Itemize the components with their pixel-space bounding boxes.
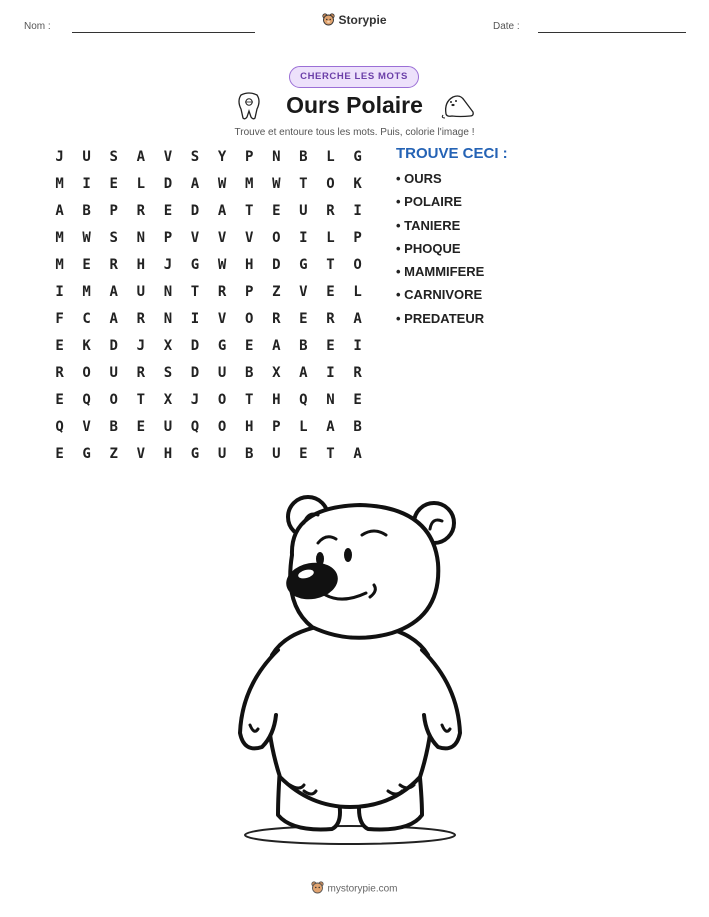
grid-letter[interactable]: R — [272, 311, 281, 327]
grid-letter[interactable]: R — [109, 257, 118, 273]
grid-letter[interactable]: P — [353, 230, 362, 246]
grid-letter[interactable]: G — [353, 149, 362, 165]
grid-letter[interactable]: V — [217, 230, 227, 246]
grid-letter[interactable]: Z — [272, 284, 281, 300]
grid-letter[interactable]: E — [272, 203, 281, 219]
word-list-title: TROUVE CECI : — [396, 145, 508, 162]
grid-letter[interactable]: P — [163, 230, 173, 246]
word-list-item: • TANIERE — [396, 217, 461, 233]
grid-letter[interactable]: A — [353, 446, 362, 462]
grid-letter[interactable]: U — [217, 446, 227, 462]
grid-letter[interactable]: L — [299, 419, 308, 435]
grid-letter[interactable]: G — [217, 338, 227, 354]
grid-letter[interactable]: B — [244, 365, 254, 381]
grid-letter[interactable]: W — [217, 257, 227, 273]
grid-letter[interactable]: O — [217, 419, 227, 435]
footer-url: mystorypie.com — [327, 883, 398, 895]
grid-letter[interactable]: R — [55, 365, 64, 381]
grid-letter[interactable]: D — [190, 338, 200, 354]
grid-letter[interactable]: R — [326, 203, 335, 219]
grid-letter[interactable]: T — [190, 284, 200, 300]
grid-letter[interactable]: U — [163, 419, 173, 435]
grid-letter[interactable]: Q — [190, 419, 200, 435]
grid-letter[interactable]: E — [55, 446, 64, 462]
grid-letter[interactable]: T — [244, 392, 254, 408]
grid-letter[interactable]: V — [136, 446, 146, 462]
grid-letter[interactable]: J — [163, 257, 173, 273]
storypie-footer-icon — [311, 881, 324, 897]
grid-letter[interactable]: E — [326, 338, 335, 354]
grid-letter[interactable]: I — [190, 311, 200, 327]
grid-letter[interactable]: I — [326, 365, 335, 381]
seal-icon — [440, 90, 476, 125]
grid-letter[interactable]: T — [326, 257, 335, 273]
grid-letter[interactable]: V — [190, 230, 200, 246]
word-search-grid — [46, 147, 371, 471]
grid-letter[interactable]: Q — [299, 392, 308, 408]
grid-letter[interactable]: A — [109, 311, 118, 327]
grid-letter[interactable]: B — [244, 446, 254, 462]
grid-letter[interactable]: U — [272, 446, 281, 462]
grid-letter[interactable]: O — [353, 257, 362, 273]
worksheet-type-badge: CHERCHE LES MOTS — [289, 66, 419, 88]
polar-bear-illustration — [220, 485, 480, 855]
grid-letter[interactable]: N — [272, 149, 281, 165]
grid-letter[interactable]: Q — [82, 392, 91, 408]
grid-letter[interactable]: O — [82, 365, 91, 381]
grid-row — [46, 228, 371, 255]
date-line — [538, 32, 686, 33]
grid-letter[interactable]: S — [109, 149, 118, 165]
grid-letter[interactable]: B — [353, 419, 362, 435]
grid-letter[interactable]: R — [136, 203, 146, 219]
grid-letter[interactable]: L — [326, 149, 335, 165]
grid-letter[interactable]: M — [55, 257, 64, 273]
grid-letter[interactable]: G — [299, 257, 308, 273]
grid-letter[interactable]: A — [109, 284, 118, 300]
grid-letter[interactable]: Z — [109, 446, 118, 462]
word-list — [396, 171, 484, 334]
grid-letter[interactable]: G — [190, 257, 200, 273]
grid-row — [46, 147, 371, 174]
grid-letter[interactable]: L — [353, 284, 362, 300]
grid-letter[interactable]: U — [109, 365, 118, 381]
grid-letter[interactable]: S — [163, 365, 173, 381]
grid-letter[interactable]: A — [353, 311, 362, 327]
grid-letter[interactable]: A — [299, 365, 308, 381]
grid-letter[interactable]: U — [136, 284, 146, 300]
grid-row — [46, 444, 371, 471]
storypie-logo-icon — [322, 13, 335, 29]
grid-letter[interactable]: T — [299, 176, 308, 192]
grid-letter[interactable]: V — [163, 149, 173, 165]
grid-letter[interactable]: R — [136, 311, 146, 327]
grid-letter[interactable]: U — [217, 365, 227, 381]
grid-letter[interactable]: I — [82, 176, 91, 192]
page-title: Ours Polaire — [286, 92, 423, 118]
grid-letter[interactable]: E — [299, 311, 308, 327]
grid-letter[interactable]: I — [353, 338, 362, 354]
grid-letter[interactable]: G — [190, 446, 200, 462]
word-list-item: • POLAIRE — [396, 194, 462, 210]
grid-letter[interactable]: U — [299, 203, 308, 219]
grid-letter[interactable]: S — [190, 149, 200, 165]
grid-letter[interactable]: N — [136, 230, 146, 246]
grid-letter[interactable]: M — [55, 230, 64, 246]
grid-letter[interactable]: J — [55, 149, 64, 165]
name-line — [72, 32, 255, 33]
grid-letter[interactable]: R — [353, 365, 362, 381]
grid-letter[interactable]: O — [272, 230, 281, 246]
grid-letter[interactable]: R — [136, 365, 146, 381]
grid-letter[interactable]: X — [163, 338, 173, 354]
grid-letter[interactable]: C — [82, 311, 91, 327]
grid-row — [46, 417, 371, 444]
grid-letter[interactable]: H — [244, 419, 254, 435]
grid-letter[interactable]: P — [244, 284, 254, 300]
grid-letter[interactable]: N — [163, 284, 173, 300]
grid-letter[interactable]: D — [190, 203, 200, 219]
grid-letter[interactable]: N — [326, 392, 335, 408]
grid-letter[interactable]: V — [217, 311, 227, 327]
grid-letter[interactable]: B — [299, 338, 308, 354]
grid-letter[interactable]: D — [109, 338, 118, 354]
grid-letter[interactable]: P — [244, 149, 254, 165]
grid-letter[interactable]: T — [136, 392, 146, 408]
grid-letter[interactable]: K — [82, 338, 91, 354]
grid-letter[interactable]: E — [55, 392, 64, 408]
grid-letter[interactable]: E — [244, 338, 254, 354]
grid-letter[interactable]: H — [136, 257, 146, 273]
grid-letter[interactable]: A — [217, 203, 227, 219]
grid-letter[interactable]: W — [272, 176, 281, 192]
grid-letter[interactable]: G — [82, 446, 91, 462]
grid-letter[interactable]: D — [163, 176, 173, 192]
grid-letter[interactable]: D — [190, 365, 200, 381]
word-list-item: • PHOQUE — [396, 240, 461, 256]
grid-letter[interactable]: E — [109, 176, 118, 192]
grid-letter[interactable]: R — [326, 311, 335, 327]
grid-letter[interactable]: I — [353, 203, 362, 219]
grid-letter[interactable]: I — [299, 230, 308, 246]
grid-letter[interactable]: H — [272, 392, 281, 408]
grid-letter[interactable]: N — [163, 311, 173, 327]
grid-letter[interactable]: D — [272, 257, 281, 273]
grid-letter[interactable]: E — [163, 203, 173, 219]
grid-row — [46, 201, 371, 228]
grid-letter[interactable]: K — [353, 176, 362, 192]
grid-letter[interactable]: F — [55, 311, 64, 327]
name-label: Nom : — [24, 21, 51, 32]
grid-letter[interactable]: X — [163, 392, 173, 408]
grid-row — [46, 174, 371, 201]
word-list-item: • CARNIVORE — [396, 287, 483, 303]
grid-row — [46, 390, 371, 417]
grid-letter[interactable]: J — [190, 392, 200, 408]
grid-letter[interactable]: L — [326, 230, 335, 246]
grid-letter[interactable]: O — [217, 392, 227, 408]
grid-letter[interactable]: O — [326, 176, 335, 192]
grid-letter[interactable]: I — [55, 284, 64, 300]
grid-letter[interactable]: E — [353, 392, 362, 408]
grid-letter[interactable]: E — [82, 257, 91, 273]
grid-letter[interactable]: E — [326, 284, 335, 300]
grid-letter[interactable]: M — [55, 176, 64, 192]
grid-letter[interactable]: M — [244, 176, 254, 192]
grid-letter[interactable]: L — [136, 176, 146, 192]
grid-letter[interactable]: O — [109, 392, 118, 408]
grid-letter[interactable]: S — [109, 230, 118, 246]
grid-letter[interactable]: V — [299, 284, 308, 300]
word-list-item: • MAMMIFERE — [396, 264, 485, 280]
grid-letter[interactable]: V — [82, 419, 91, 435]
date-label: Date : — [493, 21, 520, 32]
grid-row — [46, 282, 371, 309]
word-list-item: • OURS — [396, 171, 442, 186]
grid-letter[interactable]: B — [109, 419, 118, 435]
grid-letter[interactable]: Q — [55, 419, 64, 435]
grid-row — [46, 363, 371, 390]
footer-brand — [0, 881, 709, 897]
grid-letter[interactable]: X — [272, 365, 281, 381]
grid-row — [46, 255, 371, 282]
grid-letter[interactable]: M — [82, 284, 91, 300]
word-list-item: • PREDATEUR — [396, 310, 485, 326]
grid-letter[interactable]: A — [136, 149, 146, 165]
grid-letter[interactable]: T — [326, 446, 335, 462]
grid-letter[interactable]: Y — [217, 149, 227, 165]
grid-letter[interactable]: R — [217, 284, 227, 300]
brand-name: Storypie — [338, 13, 387, 28]
grid-letter[interactable]: P — [272, 419, 281, 435]
grid-letter[interactable]: B — [299, 149, 308, 165]
grid-row — [46, 336, 371, 363]
grid-letter[interactable]: W — [82, 230, 91, 246]
grid-letter[interactable]: B — [82, 203, 91, 219]
grid-letter[interactable]: H — [163, 446, 173, 462]
grid-letter[interactable]: E — [299, 446, 308, 462]
instructions: Trouve et entoure tous les mots. Puis, colorie l'image ! — [234, 127, 475, 138]
grid-letter[interactable]: E — [136, 419, 146, 435]
grid-letter[interactable]: W — [217, 176, 227, 192]
grid-letter[interactable]: U — [82, 149, 91, 165]
grid-letter[interactable]: T — [244, 203, 254, 219]
grid-letter[interactable]: A — [55, 203, 64, 219]
grid-letter[interactable]: V — [244, 230, 254, 246]
grid-row — [46, 309, 371, 336]
grid-letter[interactable]: A — [190, 176, 200, 192]
grid-letter[interactable]: O — [244, 311, 254, 327]
grid-letter[interactable]: A — [272, 338, 281, 354]
grid-letter[interactable]: H — [244, 257, 254, 273]
grid-letter[interactable]: A — [326, 419, 335, 435]
grid-letter[interactable]: J — [136, 338, 146, 354]
grid-letter[interactable]: E — [55, 338, 64, 354]
brand-logo — [0, 13, 709, 29]
grid-letter[interactable]: P — [109, 203, 118, 219]
